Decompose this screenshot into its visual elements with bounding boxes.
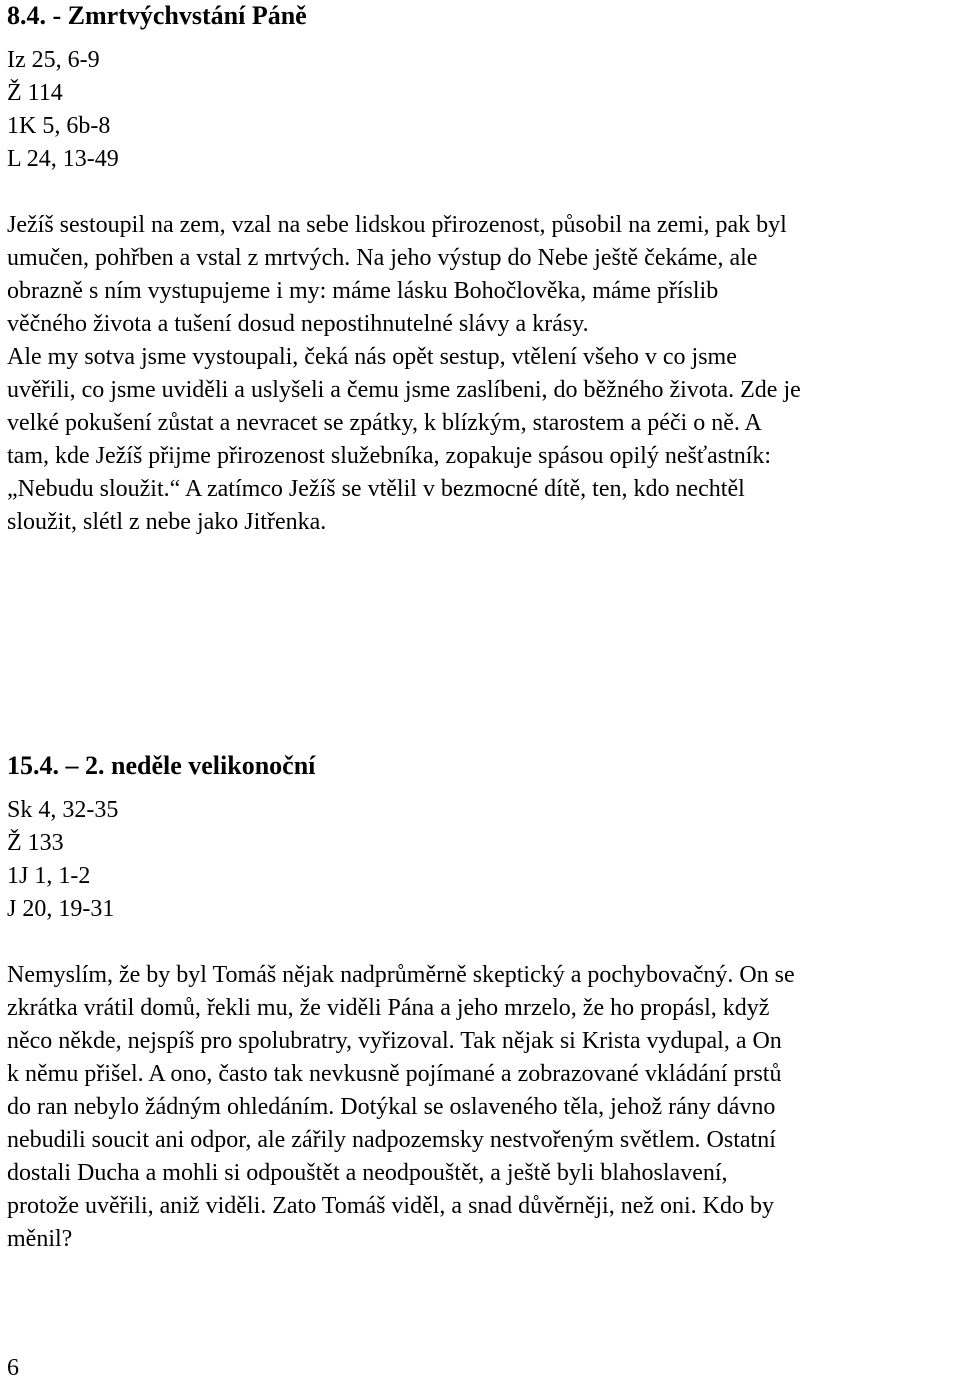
text-line: Nemyslím, že by byl Tomáš nějak nadprůměrně skeptický a pochybovačný. On se <box>7 962 795 988</box>
reading-item: 1K 5, 6b-8 <box>7 113 111 139</box>
text-line: dostali Ducha a mohli si odpouštět a neodpouštět, a ještě byli blahoslavení, <box>7 1160 728 1186</box>
text-line: „Nebudu sloužit.“ A zatímco Ježíš se vtělil v bezmocné dítě, ten, kdo nechtěl <box>7 476 745 502</box>
reading-item: L 24, 13-49 <box>7 146 119 172</box>
reading-item: Ž 133 <box>7 830 64 856</box>
text-line: měnil? <box>7 1226 73 1252</box>
text-line: umučen, pohřben a vstal z mrtvých. Na jeho výstup do Nebe ještě čekáme, ale <box>7 245 758 271</box>
section-heading: 15.4. – 2. neděle velikonoční <box>7 751 316 780</box>
readings-list <box>7 44 957 176</box>
reading-item: Sk 4, 32-35 <box>7 797 119 823</box>
reflection-text <box>7 209 957 539</box>
section-easter <box>7 0 957 539</box>
text-line: nebudili soucit ani odpor, ale zářily nadpozemsky nestvořeným světlem. Ostatní <box>7 1127 776 1153</box>
readings-list <box>7 794 957 926</box>
text-line: sloužit, slétl z nebe jako Jitřenka. <box>7 509 327 535</box>
text-line: velké pokušení zůstat a nevracet se zpátky, k blízkým, starostem a péči o ně. A <box>7 410 762 436</box>
reflection-text <box>7 959 957 1256</box>
text-line: něco někde, nejspíš pro spolubratry, vyřizoval. Tak nějak si Krista vydupal, a On <box>7 1028 782 1054</box>
text-line: tam, kde Ježíš přijme přirozenost služebníka, zopakuje spásou opilý nešťastník: <box>7 443 772 469</box>
section-second-sunday-easter <box>7 750 957 1256</box>
text-line: protože uvěřili, aniž viděli. Zato Tomáš viděl, a snad důvěrněji, než oni. Kdo by <box>7 1193 775 1219</box>
section-heading: 8.4. - Zmrtvýchvstání Páně <box>7 1 307 30</box>
text-line: zkrátka vrátil domů, řekli mu, že viděli Pána a jeho mrzelo, že ho propásl, když <box>7 995 770 1021</box>
reading-item: Ž 114 <box>7 80 63 106</box>
text-line: do ran nebylo žádným ohledáním. Dotýkal se oslaveného těla, jehož rány dávno <box>7 1094 776 1120</box>
text-line: obrazně s ním vystupujeme i my: máme lásku Bohočlověka, máme příslib <box>7 278 719 304</box>
reading-item: Iz 25, 6-9 <box>7 47 100 73</box>
text-line: věčného života a tušení dosud nepostihnutelné slávy a krásy. <box>7 311 589 337</box>
reading-item: 1J 1, 1-2 <box>7 863 91 889</box>
text-line: uvěřili, co jsme uviděli a uslyšeli a čemu jsme zaslíbeni, do běžného života. Zde je <box>7 377 801 403</box>
text-line: Ježíš sestoupil na zem, vzal na sebe lidskou přirozenost, působil na zemi, pak byl <box>7 212 787 238</box>
text-line: Ale my sotva jsme vystoupali, čeká nás opět sestup, vtělení všeho v co jsme <box>7 344 737 370</box>
page-number: 6 <box>7 1355 19 1381</box>
reading-item: J 20, 19-31 <box>7 896 115 922</box>
text-line: k němu přišel. A ono, často tak nevkusně pojímané a zobrazované vkládání prstů <box>7 1061 782 1087</box>
